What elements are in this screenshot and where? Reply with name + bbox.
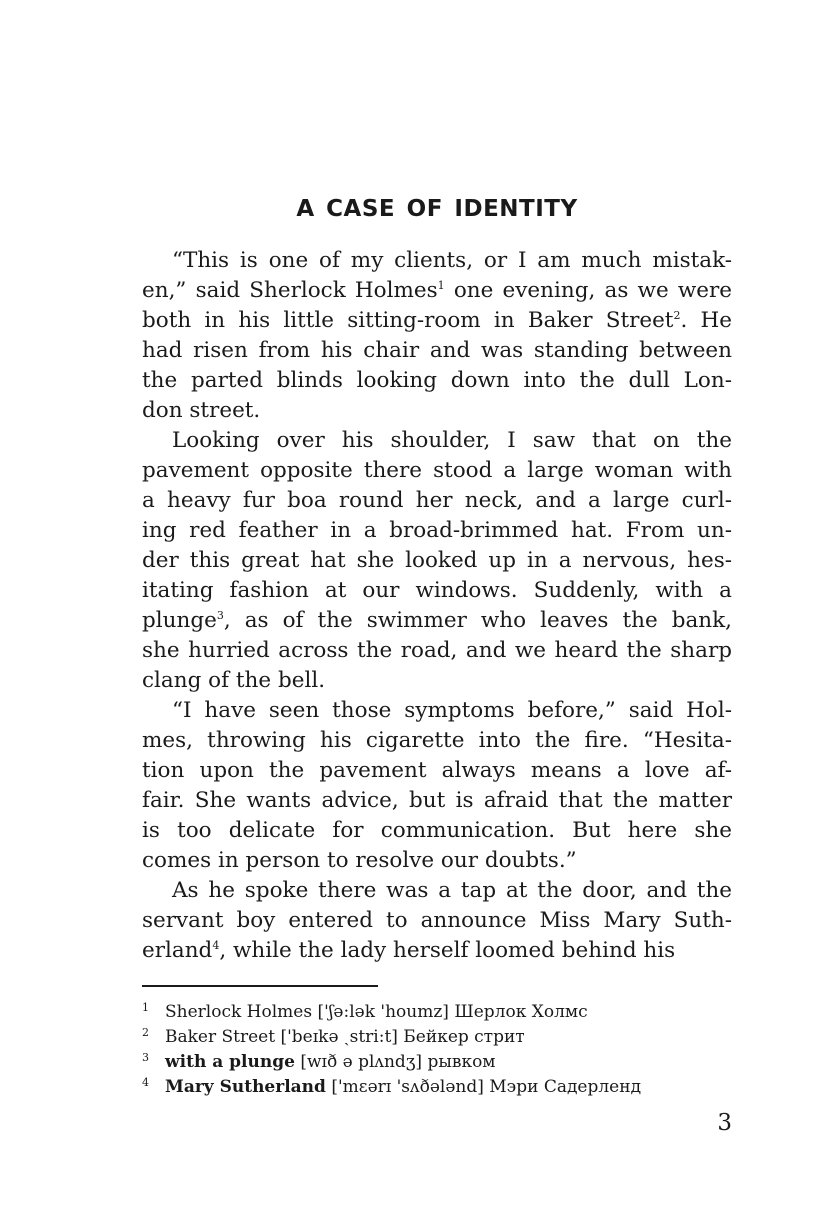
text-line: don street. <box>142 398 261 423</box>
footnote-number: 3 <box>142 1051 149 1064</box>
text-line: both in his little sitting-room in Baker Street$^2$. He <box>142 308 732 333</box>
footnote-term: Sherlock Holmes <box>165 1002 313 1022</box>
text-line: the parted blinds looking down into the dull Lon- <box>142 368 732 393</box>
paragraph <box>142 246 732 426</box>
footnote-item <box>142 1050 742 1075</box>
paragraph <box>142 696 732 876</box>
footnote-marker: 4 <box>212 939 220 952</box>
chapter-title: A CASE OF IDENTITY <box>296 196 578 222</box>
text-line: she hurried across the road, and we heard the sharp <box>142 638 732 663</box>
footnote-translation: Бейкер стрит <box>397 1027 525 1047</box>
footnote-translation: рывком <box>422 1052 496 1072</box>
footnote-translation: Шерлок Холмс <box>448 1002 588 1022</box>
text-line: a heavy fur boa round her neck, and a large curl- <box>142 488 732 513</box>
text-line: clang of the bell. <box>142 668 326 693</box>
footnote-marker: 3 <box>216 609 224 622</box>
paragraph <box>142 426 732 696</box>
footnote-marker: 1 <box>437 279 445 292</box>
footnote-divider <box>142 985 378 987</box>
text-line: erland$^4$, while the lady herself loomed behind his <box>142 938 676 963</box>
footnote-term: Baker Street <box>165 1027 276 1047</box>
text-line: servant boy entered to announce Miss Mary Suth- <box>142 908 732 933</box>
footnote-item <box>142 1000 742 1025</box>
text-line: en,” said Sherlock Holmes$^1$ one evening, as we were <box>142 278 732 303</box>
text-line: comes in person to resolve our doubts.” <box>142 848 577 873</box>
footnote-transcription: ['mɛərɪ 'sʌðələnd] <box>325 1077 484 1097</box>
footnote-number: 2 <box>142 1026 149 1039</box>
text-line: “I have seen those symptoms before,” said Hol- <box>172 698 732 723</box>
footnote-term: Mary Sutherland <box>165 1077 326 1097</box>
footnote-transcription: [wɪð ə plʌndʒ] <box>294 1052 423 1072</box>
footnote-marker: 2 <box>673 309 681 322</box>
text-line: mes, throwing his cigarette into the fire. “Hesita- <box>142 728 732 753</box>
body-text <box>142 246 732 966</box>
footnote-number: 1 <box>142 1001 149 1014</box>
text-line: itating fashion at our windows. Suddenly, with a <box>142 578 732 603</box>
footnotes <box>142 1000 742 1100</box>
text-line: pavement opposite there stood a large woman with <box>142 458 732 483</box>
paragraph <box>142 876 732 966</box>
page-number: 3 <box>717 1110 732 1136</box>
footnote-term: with a plunge <box>165 1052 295 1072</box>
text-line: had risen from his chair and was standing between <box>142 338 732 363</box>
text-line: fair. She wants advice, but is afraid that the matter <box>142 788 732 813</box>
text-line: “This is one of my clients, or I am much mistak- <box>172 248 732 273</box>
footnote-item <box>142 1075 742 1100</box>
footnote-item <box>142 1025 742 1050</box>
footnote-translation: Мэри Садерленд <box>483 1077 642 1097</box>
text-line: As he spoke there was a tap at the door, and the <box>172 878 732 903</box>
footnote-transcription: ['ʃə:lək 'houmz] <box>312 1002 449 1022</box>
footnote-transcription: ['beɪkə ˏstri:t] <box>275 1027 398 1047</box>
text-line: Looking over his shoulder, I saw that on the <box>172 428 732 453</box>
text-line: der this great hat she looked up in a nervous, hes- <box>142 548 732 573</box>
text-line: tion upon the pavement always means a love af- <box>142 758 732 783</box>
text-line: is too delicate for communication. But here she <box>142 818 732 843</box>
footnote-number: 4 <box>142 1076 149 1089</box>
text-line: plunge$^3$, as of the swimmer who leaves the bank, <box>142 608 732 633</box>
text-line: ing red feather in a broad-brimmed hat. From un- <box>142 518 732 543</box>
